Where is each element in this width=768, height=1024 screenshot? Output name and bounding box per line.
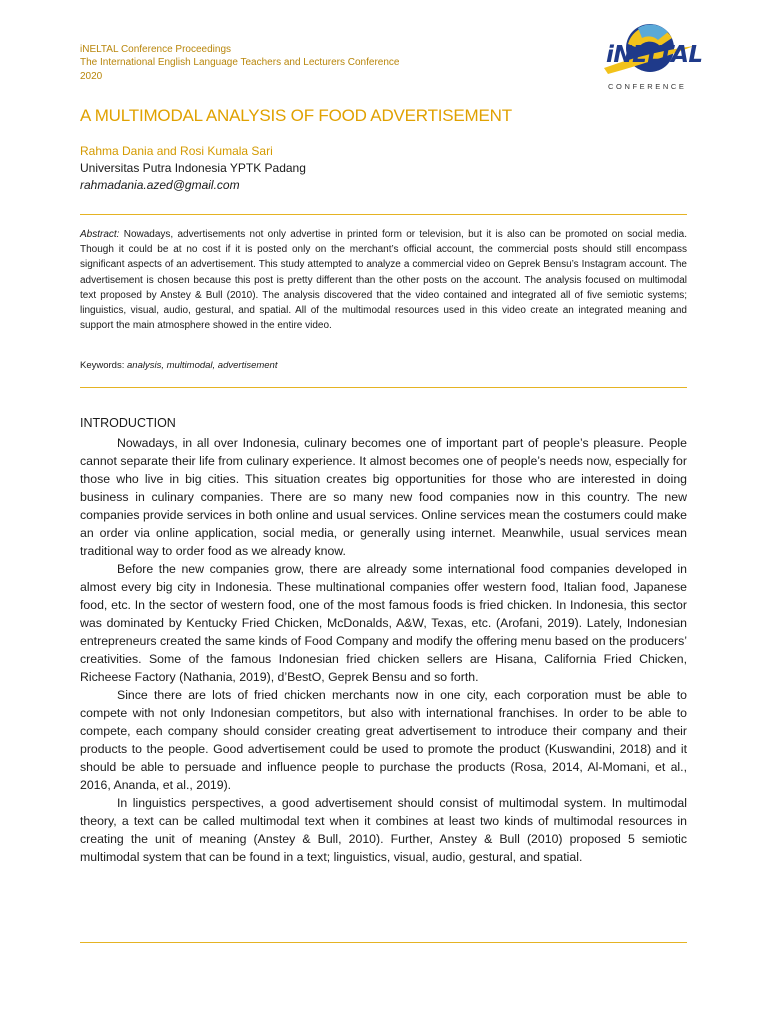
header-line-proceedings: iNELTAL Conference Proceedings bbox=[80, 44, 232, 55]
keywords-line bbox=[80, 360, 277, 371]
abstract-text: Nowadays, advertisements not only advertise in printed form or television, but it is also can be promoted on social media. Though it could be at no cost if it is posted only on the merchant’s official account, the commercial posts should still encompass significant aspects of an advertisement. This study attempted to analyze a commercial video on Geprek Bensu’s Instagram account. The advertisement is chosen because this post is pretty different than the other posts on the account. The analysis focused on multimodal text proposed by Anstey & Bull (2010). The analysis discovered that the video contained and integrated all of five semiotic systems; linguistics, visual, audio, gestural, and spatial. All of the multimodal resources used in this video create an integrated meaning and support the main atmosphere showed in the entire video. bbox=[80, 229, 687, 332]
paper-affiliation: Universitas Putra Indonesia YPTK Padang bbox=[80, 161, 306, 175]
keywords-values: analysis, multimodal, advertisement bbox=[124, 360, 278, 371]
header-line-conference: The International English Language Teachers and Lecturers Conference bbox=[80, 57, 400, 69]
paper-authors: Rahma Dania and Rosi Kumala Sari bbox=[80, 144, 273, 158]
paragraph: Nowadays, in all over Indonesia, culinary becomes one of important part of people’s pleasure. People cannot separate their life from culinary experience. It almost becomes one of people’s needs now, especially for those who live in big cities. This situation creates big opportunities for those who are interested in doing business in culinary companies. There are so many new food companies now in this country. The new companies provide services in both online and usual services. Online services mean the costumers could make an order via online application, social media, or generally using internet. Meanwhile, usual services mean traditional way to order food as we already know. bbox=[80, 436, 687, 558]
paragraph: Before the new companies grow, there are already some international food companies developed in almost every big city in Indonesia. These multinational companies offer western food, Italian food, Japanese food, etc. In the sector of western food, one of the most famous foods is fried chicken. In Indonesia, this sector was dominated by Kentucky Fried Chicken, McDonalds, A&W, Texas, etc. (Arofani, 2019). Lately, Indonesian entrepreneurs created the same kinds of Food Company and modify the offering menu based on the producers’ creativities. Some of the famous Indonesian fried chicken sellers are Hisana, California Fried Chicken, Richeese Factory (Nathania, 2019), d’BestO, Geprek Bensu and so forth. bbox=[80, 562, 687, 684]
logo-wordmark: iNELTAL bbox=[606, 42, 703, 68]
section-heading: INTRODUCTION bbox=[80, 416, 176, 430]
ineltal-logo bbox=[598, 16, 703, 96]
header-line-year: 2020 bbox=[80, 70, 103, 82]
paragraph: Since there are lots of fried chicken merchants now in one city, each corporation must be able to compete with not only Indonesian competitors, but also with international franchises. In order to be able to compete, each company should consider creating great advertisement to introduce their company and their products to the people. Good advertisement could be used to promote the product (Kuswandini, 2018) and it should be able to persuade and influence people to purchase the products (Rosa, 2014, Al-Momani, et al., 2016, Ananda, et al., 2019). bbox=[80, 688, 687, 792]
abstract-label: Abstract: bbox=[80, 229, 120, 240]
divider-middle bbox=[80, 387, 687, 388]
paragraph: In linguistics perspectives, a good advertisement should consist of multimodal system. In multimodal theory, a text can be called multimodal text when it combines at least two kinds of multimodal resources in creating the unit of meaning (Anstey & Bull, 2010). Further, Anstey & Bull (2010) proposed 5 semiotic multimodal system that can be found in a text; linguistics, visual, audio, gestural, and spatial. bbox=[80, 796, 687, 864]
proceedings-header bbox=[80, 43, 520, 83]
divider-bottom bbox=[80, 942, 687, 943]
paper-title: A MULTIMODAL ANALYSIS OF FOOD ADVERTISEMENT bbox=[80, 106, 512, 125]
logo-subtitle: CONFERENCE bbox=[608, 82, 687, 91]
body-text bbox=[80, 434, 687, 866]
abstract-block bbox=[80, 227, 687, 333]
divider-top bbox=[80, 214, 687, 215]
author-email: rahmadania.azed@gmail.com bbox=[80, 178, 240, 192]
keywords-label: Keywords: bbox=[80, 360, 125, 371]
